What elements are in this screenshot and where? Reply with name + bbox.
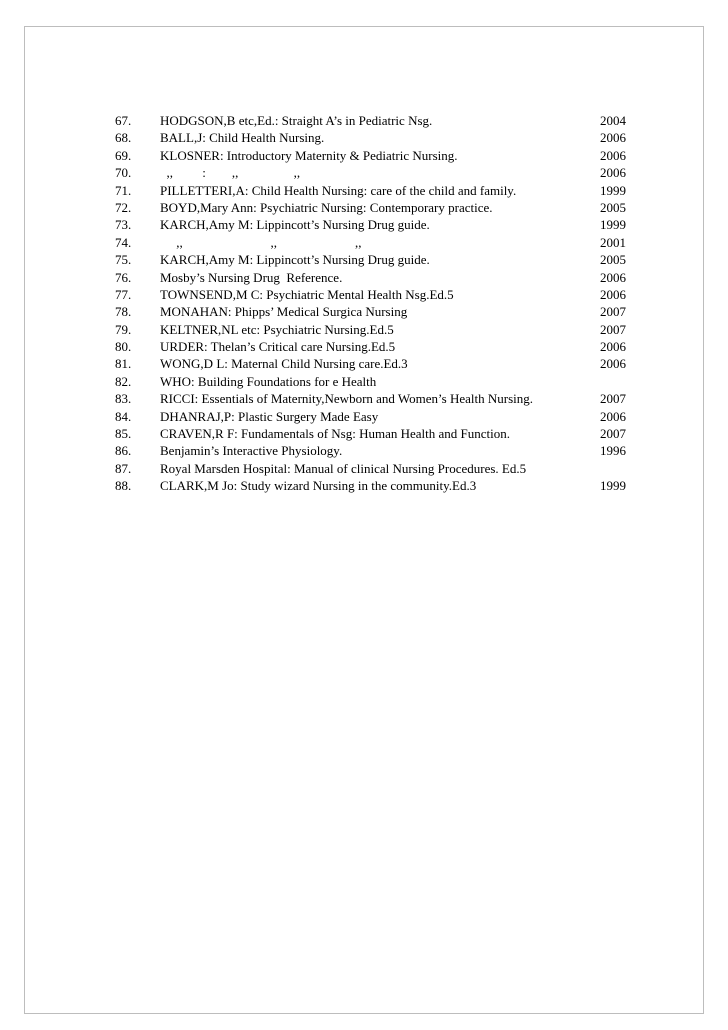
entry-number: 79. <box>115 321 132 337</box>
list-item <box>115 303 655 320</box>
entry-number: 86. <box>115 443 132 459</box>
entry-year: 2005 <box>600 199 626 215</box>
entry-number: 75. <box>115 252 132 268</box>
entry-year: 2005 <box>600 252 626 268</box>
entry-year: 2007 <box>600 426 626 442</box>
entry-year: 1996 <box>600 443 626 459</box>
entry-number: 69. <box>115 147 132 163</box>
list-item <box>115 321 655 338</box>
entry-title: CLARK,M Jo: Study wizard Nursing in the community.Ed.3 <box>160 478 477 494</box>
list-item <box>115 182 655 199</box>
list-item <box>115 216 655 233</box>
list-item <box>115 286 655 303</box>
list-item <box>115 425 655 442</box>
list-item <box>115 112 655 129</box>
entry-title: BOYD,Mary Ann: Psychiatric Nursing: Contemporary practice. <box>160 199 493 215</box>
entry-title: HODGSON,B etc,Ed.: Straight A’s in Pediatric Nsg. <box>160 113 433 128</box>
entry-number: 88. <box>115 478 132 494</box>
entry-title: URDER: Thelan’s Critical care Nursing.Ed.5 <box>160 339 396 355</box>
entry-number: 78. <box>115 304 132 320</box>
entry-title: Mosby’s Nursing Drug Reference. <box>160 269 343 285</box>
entry-year: 2006 <box>600 147 626 163</box>
list-item <box>115 442 655 459</box>
entry-title: TOWNSEND,M C: Psychiatric Mental Health Nsg.Ed.5 <box>160 286 454 302</box>
entry-number: 84. <box>115 408 132 424</box>
entry-number: 85. <box>115 426 132 442</box>
list-item <box>115 477 655 494</box>
list-item <box>115 164 655 181</box>
entry-year: 2007 <box>600 321 626 337</box>
list-item <box>115 390 655 407</box>
entry-title: CRAVEN,R F: Fundamentals of Nsg: Human Health and Function. <box>160 426 511 442</box>
entry-title: RICCI: Essentials of Maternity,Newborn and Women’s Health Nursing. <box>160 391 534 407</box>
entry-title: ,, ,, ,, <box>160 234 362 250</box>
entry-year: 2006 <box>600 165 626 181</box>
entry-title: KARCH,Amy M: Lippincott’s Nursing Drug guide. <box>160 217 430 233</box>
entry-year: 1999 <box>600 182 626 198</box>
entry-year: 2006 <box>600 269 626 285</box>
entry-number: 71. <box>115 182 132 198</box>
entry-title: Royal Marsden Hospital: Manual of clinical Nursing Procedures. Ed.5 <box>160 460 527 476</box>
entry-year: 2001 <box>600 234 626 250</box>
entry-year: 2006 <box>600 286 626 302</box>
entry-number: 67. <box>115 113 132 128</box>
entry-year: 2007 <box>600 391 626 407</box>
entry-number: 68. <box>115 130 132 146</box>
list-item <box>115 355 655 372</box>
document-page <box>24 26 704 1014</box>
entry-title: WHO: Building Foundations for e Health <box>160 373 377 389</box>
entry-title: WONG,D L: Maternal Child Nursing care.Ed.3 <box>160 356 408 372</box>
list-item <box>115 251 655 268</box>
list-item <box>115 408 655 425</box>
entry-year: 2007 <box>600 304 626 320</box>
entry-year: 2006 <box>600 356 626 372</box>
entry-number: 72. <box>115 199 132 215</box>
entry-title: MONAHAN: Phipps’ Medical Surgica Nursing <box>160 304 408 320</box>
entry-year: 2006 <box>600 408 626 424</box>
entry-year: 1999 <box>600 217 626 233</box>
list-item <box>115 199 655 216</box>
entry-title: KARCH,Amy M: Lippincott’s Nursing Drug guide. <box>160 252 430 268</box>
list-item <box>115 373 655 390</box>
entry-number: 76. <box>115 269 132 285</box>
list-item <box>115 147 655 164</box>
entry-number: 73. <box>115 217 132 233</box>
list-item <box>115 234 655 251</box>
entry-year: 2006 <box>600 339 626 355</box>
reference-list <box>115 112 655 495</box>
entry-number: 80. <box>115 339 132 355</box>
entry-year: 2006 <box>600 130 626 146</box>
list-item <box>115 460 655 477</box>
entry-number: 87. <box>115 460 132 476</box>
entry-number: 81. <box>115 356 132 372</box>
entry-title: KELTNER,NL etc: Psychiatric Nursing.Ed.5 <box>160 321 394 337</box>
entry-number: 83. <box>115 391 132 407</box>
entry-number: 82. <box>115 373 132 389</box>
entry-year: 1999 <box>600 478 626 494</box>
entry-number: 74. <box>115 234 132 250</box>
entry-number: 70. <box>115 165 132 181</box>
entry-year: 2004 <box>600 113 626 128</box>
entry-title: DHANRAJ,P: Plastic Surgery Made Easy <box>160 408 379 424</box>
entry-title: BALL,J: Child Health Nursing. <box>160 130 325 146</box>
entry-number: 77. <box>115 286 132 302</box>
entry-title: KLOSNER: Introductory Maternity & Pediatric Nursing. <box>160 147 458 163</box>
entry-title: PILLETTERI,A: Child Health Nursing: care of the child and family. <box>160 182 517 198</box>
entry-title: ,, : ,, ,, <box>160 165 301 181</box>
list-item <box>115 129 655 146</box>
list-item <box>115 338 655 355</box>
list-item <box>115 269 655 286</box>
entry-title: Benjamin’s Interactive Physiology. <box>160 443 343 459</box>
